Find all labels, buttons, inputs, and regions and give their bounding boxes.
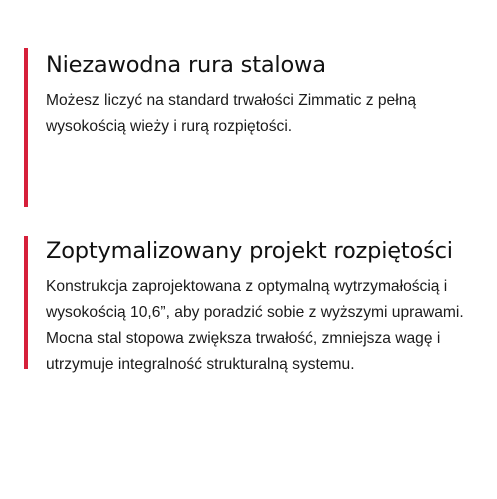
feature-block-optimized-span-design (24, 236, 476, 373)
feature-block-reliable-steel-pipe (24, 48, 476, 207)
feature-title: Niezawodna rura stalowa (46, 52, 326, 78)
feature-title: Zoptymalizowany projekt rozpiętości (46, 238, 453, 264)
feature-description: Konstrukcja zaprojektowana z optymalną wytrzymałością i wysokością 10,6”, aby poradzić sobie z wyższymi uprawami. Mocna stal stopowa zwiększa trwałość, zmniejsza wagę i utrzymuje integralność strukturalną systemu. (46, 278, 464, 373)
feature-description: Możesz liczyć na standard trwałości Zimmatic z pełną wysokością wieży i rurą rozpiętości. (46, 92, 417, 135)
